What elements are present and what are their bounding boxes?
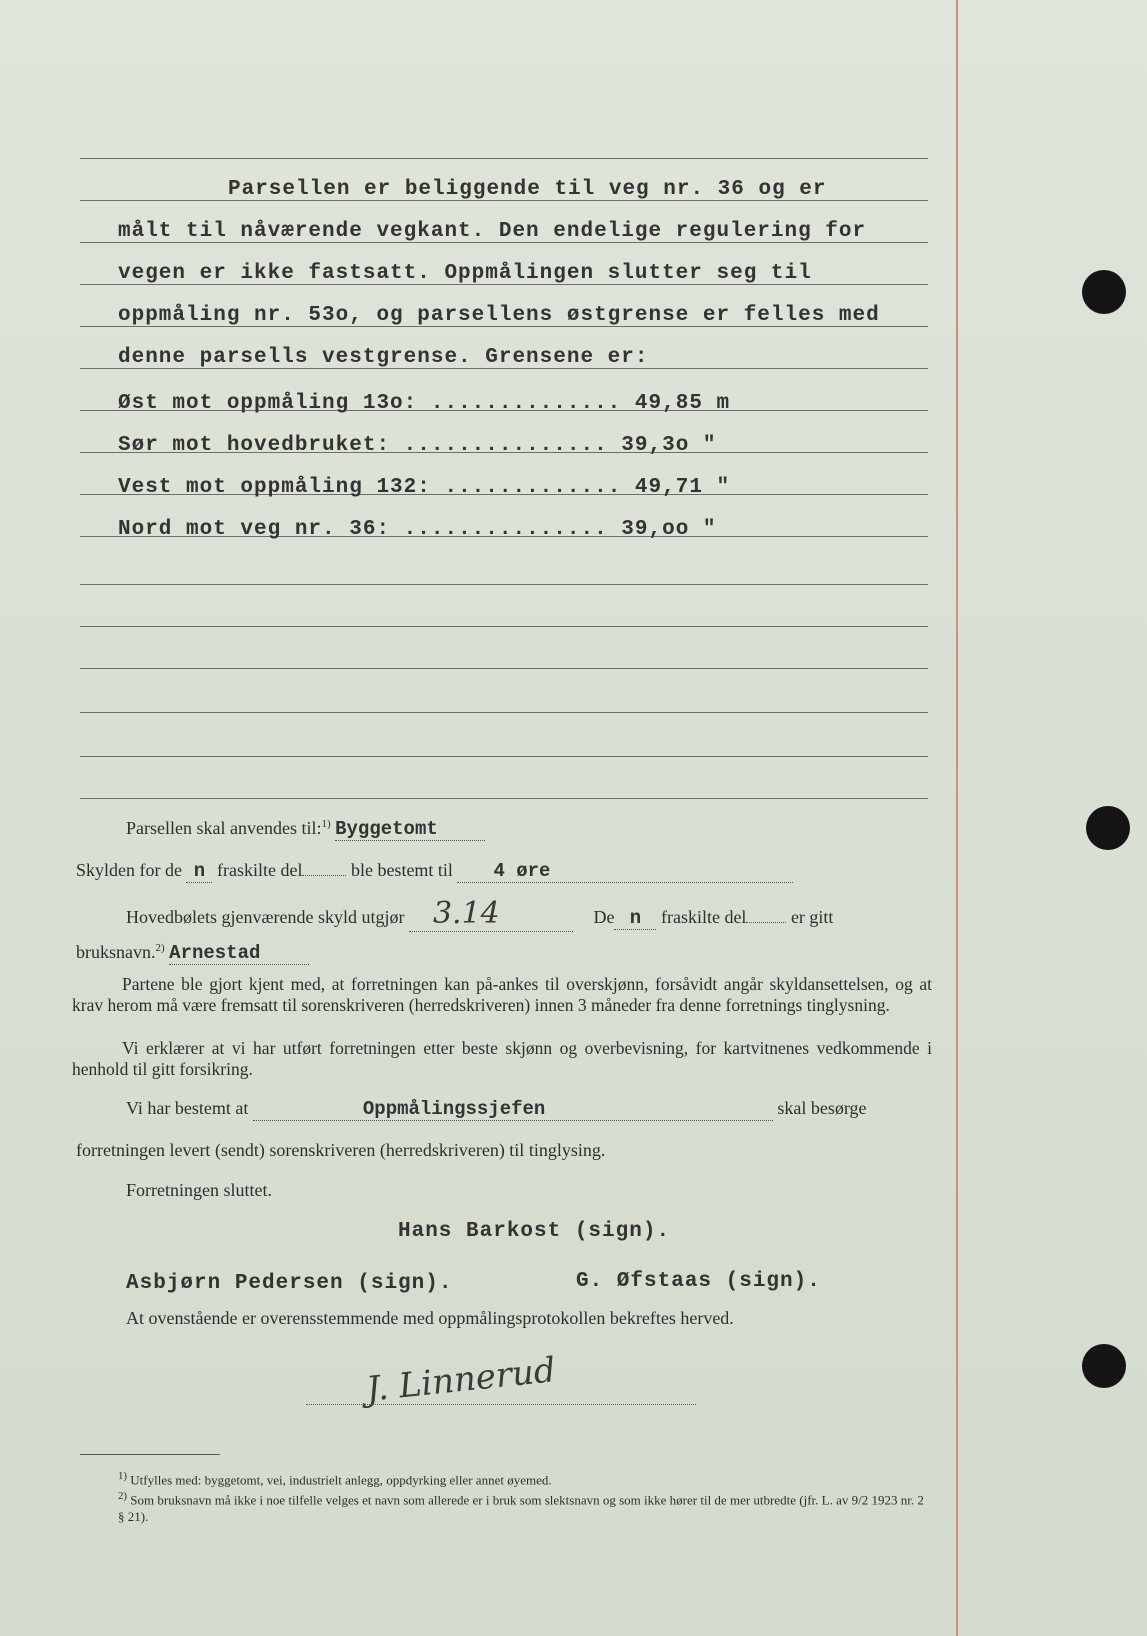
footnote-mark: 2) — [118, 1490, 128, 1503]
remaining-label-b: De — [593, 907, 615, 927]
declaration-paragraph: Vi erklærer at vi har utført forretningen etter beste skjønn og overbevisning, for kartvitnenes vedkommende i henhold til gitt forsikring. — [72, 1038, 932, 1079]
typed-line-4: oppmåling nr. 53o, og parsellens østgrense er felles med — [118, 304, 880, 327]
boundary-leader: ............... — [403, 518, 608, 541]
signature-2: Asbjørn Pedersen (sign). — [126, 1272, 453, 1295]
boundary-row — [118, 392, 730, 415]
boundary-value: 39,oo " — [621, 518, 717, 541]
delivery-value: Oppmålingssjefen — [253, 1098, 773, 1121]
tax-n: n — [186, 860, 212, 883]
boundary-row — [118, 476, 730, 499]
ruled-line — [80, 798, 928, 799]
boundary-leader: ............. — [444, 476, 622, 499]
closing-text: Forretningen sluttet. — [126, 1180, 272, 1200]
usage-field — [126, 818, 485, 841]
typed-line-3: vegen er ikke fastsatt. Oppmålingen slutter seg til — [118, 262, 812, 285]
typed-line-1: Parsellen er beliggende til veg nr. 36 og er — [228, 178, 827, 201]
ruled-line — [80, 584, 928, 585]
dotted-fill — [746, 922, 786, 923]
footnote-text: Utfylles med: byggetomt, vei, industrielt anlegg, oppdyrking eller annet øyemed. — [130, 1472, 552, 1488]
name-note: 2) — [155, 942, 165, 954]
signature-line — [306, 1404, 696, 1405]
delivery-label-a: Vi har bestemt at — [126, 1098, 249, 1118]
usage-label: Parsellen skal anvendes til: — [126, 818, 322, 838]
tax-label-b: fraskilte del — [216, 860, 303, 880]
ruled-line — [80, 626, 928, 627]
ruled-line — [80, 712, 928, 713]
boundary-label: Sør mot hovedbruket: — [118, 434, 391, 457]
boundary-value: 39,3o " — [621, 434, 717, 457]
boundary-leader: ............... — [403, 434, 608, 457]
footnote-1 — [118, 1468, 928, 1488]
name-label: bruksnavn. — [76, 942, 156, 962]
boundary-row — [118, 518, 717, 541]
dotted-fill — [302, 875, 346, 876]
punch-hole-top — [1082, 270, 1126, 314]
delivery-field — [126, 1098, 867, 1121]
tax-label-a: Skylden for de — [76, 860, 182, 880]
appeal-paragraph: Partene ble gjort kjent med, at forretningen kan på-ankes til overskjønn, forsåvidt angår skyldansettelsen, og at krav herom må være fremsatt til sorenskriveren (herredskriveren) innen 3 måneder fra denne forretnings tinglysning. — [72, 974, 932, 1015]
attestation-text: At ovenstående er overensstemmende med oppmålingsprotokollen bekreftes herved. — [126, 1308, 734, 1328]
footnote-rule — [80, 1454, 220, 1455]
remaining-tax-field — [126, 896, 833, 932]
footnote-mark: 1) — [118, 1470, 128, 1482]
signature-1: Hans Barkost (sign). — [398, 1220, 671, 1243]
punch-hole-middle — [1086, 806, 1130, 850]
boundary-value: 49,85 m — [634, 392, 731, 415]
boundary-leader: .............. — [430, 392, 622, 415]
boundary-label: Vest mot oppmåling 132: — [118, 476, 431, 499]
boundary-row — [118, 434, 717, 457]
remaining-label-c: fraskilte del — [660, 907, 747, 927]
tax-value: 4 øre — [457, 860, 793, 883]
remaining-label-d: er gitt — [790, 907, 834, 927]
signature-3: G. Øfstaas (sign). — [576, 1270, 821, 1293]
name-value: Arnestad — [169, 942, 309, 965]
ruled-line — [80, 158, 928, 159]
delivery-label-b: skal besørge — [777, 1098, 867, 1118]
remaining-value: 3.14 — [409, 896, 573, 932]
handwritten-signature: J. Linnerud — [364, 1350, 558, 1410]
ruled-line — [80, 756, 928, 757]
red-margin-line — [956, 0, 958, 1636]
footnote-text: Som bruksnavn må ikke i noe tilfelle velges et navn som allerede er i bruk som slektsnavn og som ikke hører til de mer utbredte (jfr. L. av 9/2 1923 nr. 2 § 21). — [118, 1492, 924, 1524]
name-field — [76, 942, 309, 965]
typed-line-2: målt til nåværende vegkant. Den endelige regulering for — [118, 220, 867, 243]
boundary-label: Nord mot veg nr. 36: — [118, 518, 391, 541]
footnotes — [118, 1468, 928, 1525]
ruled-line — [80, 668, 928, 669]
tax-label-c: ble bestemt til — [350, 860, 453, 880]
footnote-2 — [118, 1488, 928, 1524]
tax-field — [76, 860, 793, 883]
usage-note: 1) — [321, 818, 331, 830]
remaining-n: n — [614, 907, 656, 930]
punch-hole-bottom — [1082, 1344, 1126, 1388]
remaining-label: Hovedbølets gjenværende skyld utgjør — [126, 907, 405, 927]
typed-line-5: denne parsells vestgrense. Grensene er: — [118, 346, 649, 369]
usage-value: Byggetomt — [335, 818, 485, 841]
delivery-line-2: forretningen levert (sendt) sorenskriveren (herredskriveren) til tinglysing. — [76, 1140, 606, 1160]
boundary-label: Øst mot oppmåling 13o: — [118, 392, 418, 415]
boundary-value: 49,71 " — [634, 476, 731, 499]
